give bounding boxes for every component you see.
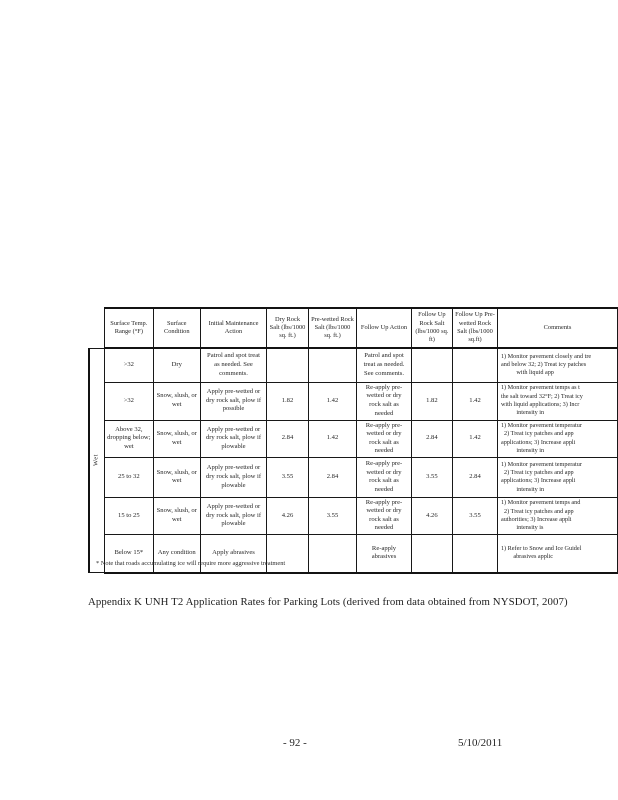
cell-initial_action: Apply pre-wetted or dry rock salt, plow if plowable (200, 497, 267, 534)
comment-line: intensity in (500, 409, 545, 417)
cell-initial_action: Patrol and spot treat as needed. See comments. (200, 348, 267, 382)
comment-line: applications; 3) Increase appli (500, 438, 576, 446)
cell-dry_salt (267, 348, 308, 382)
comment-line: 1) Refer to Snow and Ice Guidel (500, 544, 582, 552)
cell-prewet_salt: 1.42 (308, 420, 357, 457)
cell-comments (497, 497, 617, 534)
cell-temp: Below 15* (104, 535, 153, 573)
cell-temp: 15 to 25 (104, 497, 153, 534)
cell-prewet_salt (308, 348, 357, 382)
comment-line: with liquid applications; 3) Incr (500, 401, 580, 408)
cell-follow_dry_salt: 4.26 (411, 497, 452, 534)
cell-comments (497, 535, 617, 573)
header-cell-prewet_salt: Pre-wetted Rock Salt (lbs/1000 sq. ft.) (308, 308, 357, 348)
comment-line: the salt toward 32°F; 2) Treat icy (500, 392, 583, 400)
cell-follow_dry_salt (411, 348, 452, 382)
cell-temp: Above 32, dropping below; wet (104, 420, 153, 457)
table-row (89, 348, 618, 382)
cell-follow_prewet_salt (453, 535, 498, 573)
cell-condition: Snow, slush, or wet (153, 497, 200, 534)
cell-initial_action: Apply abrasives (200, 535, 267, 573)
header-cell-follow_action: Follow Up Action (357, 308, 411, 348)
header-row (89, 308, 618, 348)
table-caption: Appendix K UNH T2 Application Rates for Parking Lots (derived from data obtained from NYSDOT, 2007) (88, 596, 568, 608)
cell-follow_action: Patrol and spot treat as needed. See comments. (357, 348, 411, 382)
cell-follow_prewet_salt (453, 348, 498, 382)
comment-line: 1) Monitor pavement temperatur (500, 460, 582, 468)
footer-date: 5/10/2011 (458, 737, 503, 749)
comment-line: 1) Monitor pavement temperatur (500, 421, 582, 429)
cell-follow_prewet_salt: 1.42 (453, 420, 498, 457)
comment-line: 1) Monitor pavement temps as t (500, 384, 580, 392)
cell-follow_action: Re-apply pre-wetted or dry rock salt as needed (357, 382, 411, 420)
table-row (89, 420, 618, 457)
cell-prewet_salt: 1.42 (308, 382, 357, 420)
cell-follow_prewet_salt: 1.42 (453, 382, 498, 420)
cell-condition: Snow, slush, or wet (153, 420, 200, 457)
cell-follow_dry_salt: 3.55 (411, 457, 452, 497)
comment-line: abrasives applic (500, 553, 554, 561)
comment-line: 1) Monitor pavement temps and (500, 499, 581, 507)
comment-line: 2) Treat icy patches and app (500, 430, 574, 438)
cell-comments (497, 382, 617, 420)
cell-prewet_salt: 3.55 (308, 497, 357, 534)
cell-follow_prewet_salt: 3.55 (453, 497, 498, 534)
comment-line: 1) Monitor pavement closely and tre (500, 352, 592, 360)
rates-table-body (89, 348, 618, 573)
header-spacer-cell (89, 308, 104, 348)
group-label: Wet (92, 454, 100, 467)
table-footnote: * Note that roads accumulating ice will require more aggressive treatment (96, 560, 286, 567)
header-cell-condition: Surface Condition (153, 308, 200, 348)
cell-comments (497, 348, 617, 382)
comment-line: with liquid app (500, 369, 554, 377)
cell-condition: Snow, slush, or wet (153, 457, 200, 497)
cell-follow_dry_salt (411, 535, 452, 573)
comment-line: authorities; 3) Increase appli (500, 515, 572, 523)
cell-follow_action: Re-apply pre-wetted or dry rock salt as needed (357, 457, 411, 497)
cell-follow_action: Re-apply pre-wetted or dry rock salt as needed (357, 497, 411, 534)
cell-condition: Any condition (153, 535, 200, 573)
header-cell-temp: Surface Temp. Range (°F) (104, 308, 153, 348)
cell-dry_salt: 3.55 (267, 457, 308, 497)
cell-follow_dry_salt: 1.82 (411, 382, 452, 420)
comment-line: applications; 3) Increase appli (500, 477, 576, 485)
cell-initial_action: Apply pre-wetted or dry rock salt, plow if possible (200, 382, 267, 420)
cell-dry_salt: 2.84 (267, 420, 308, 457)
cell-comments (497, 457, 617, 497)
page-number: - 92 - (283, 737, 307, 749)
cell-initial_action: Apply pre-wetted or dry rock salt, plow if plowable (200, 457, 267, 497)
header-cell-comments: Comments (497, 308, 617, 348)
cell-comments (497, 420, 617, 457)
cell-follow_dry_salt: 2.84 (411, 420, 452, 457)
comment-line: and below 32; 2) Treat icy patches (500, 361, 587, 369)
cell-dry_salt: 1.82 (267, 382, 308, 420)
cell-temp: >32 (104, 348, 153, 382)
cell-condition: Snow, slush, or wet (153, 382, 200, 420)
cell-follow_action: Re-apply abrasives (357, 535, 411, 573)
comment-line: 2) Treat icy patches and app (500, 468, 574, 476)
cell-prewet_salt: 2.84 (308, 457, 357, 497)
cell-prewet_salt (308, 535, 357, 573)
cell-temp: >32 (104, 382, 153, 420)
table-row (89, 382, 618, 420)
cell-temp: 25 to 32 (104, 457, 153, 497)
cell-dry_salt: 4.26 (267, 497, 308, 534)
header-cell-dry_salt: Dry Rock Salt (lbs/1000 sq. ft.) (267, 308, 308, 348)
comment-line: intensity is (500, 524, 544, 532)
comment-line: intensity in (500, 485, 545, 493)
cell-follow_prewet_salt: 2.84 (453, 457, 498, 497)
rates-table-header (89, 308, 618, 348)
comment-line: intensity in (500, 446, 545, 454)
header-cell-follow_dry_salt: Follow Up Rock Salt (lbs/1000 sq. ft) (411, 308, 452, 348)
cell-initial_action: Apply pre-wetted or dry rock salt, plow if plowable (200, 420, 267, 457)
header-cell-initial_action: Initial Maintenance Action (200, 308, 267, 348)
application-rates-table (88, 307, 618, 574)
table-row (89, 497, 618, 534)
group-label-cell (89, 348, 104, 573)
cell-condition: Dry (153, 348, 200, 382)
header-cell-follow_prewet_salt: Follow Up Pre-wetted Rock Salt (lbs/1000 sq.ft) (453, 308, 498, 348)
rates-table (88, 307, 618, 574)
table-row (89, 457, 618, 497)
cell-follow_action: Re-apply pre-wetted or dry rock salt as needed (357, 420, 411, 457)
comment-line: 2) Treat icy patches and app (500, 507, 574, 515)
